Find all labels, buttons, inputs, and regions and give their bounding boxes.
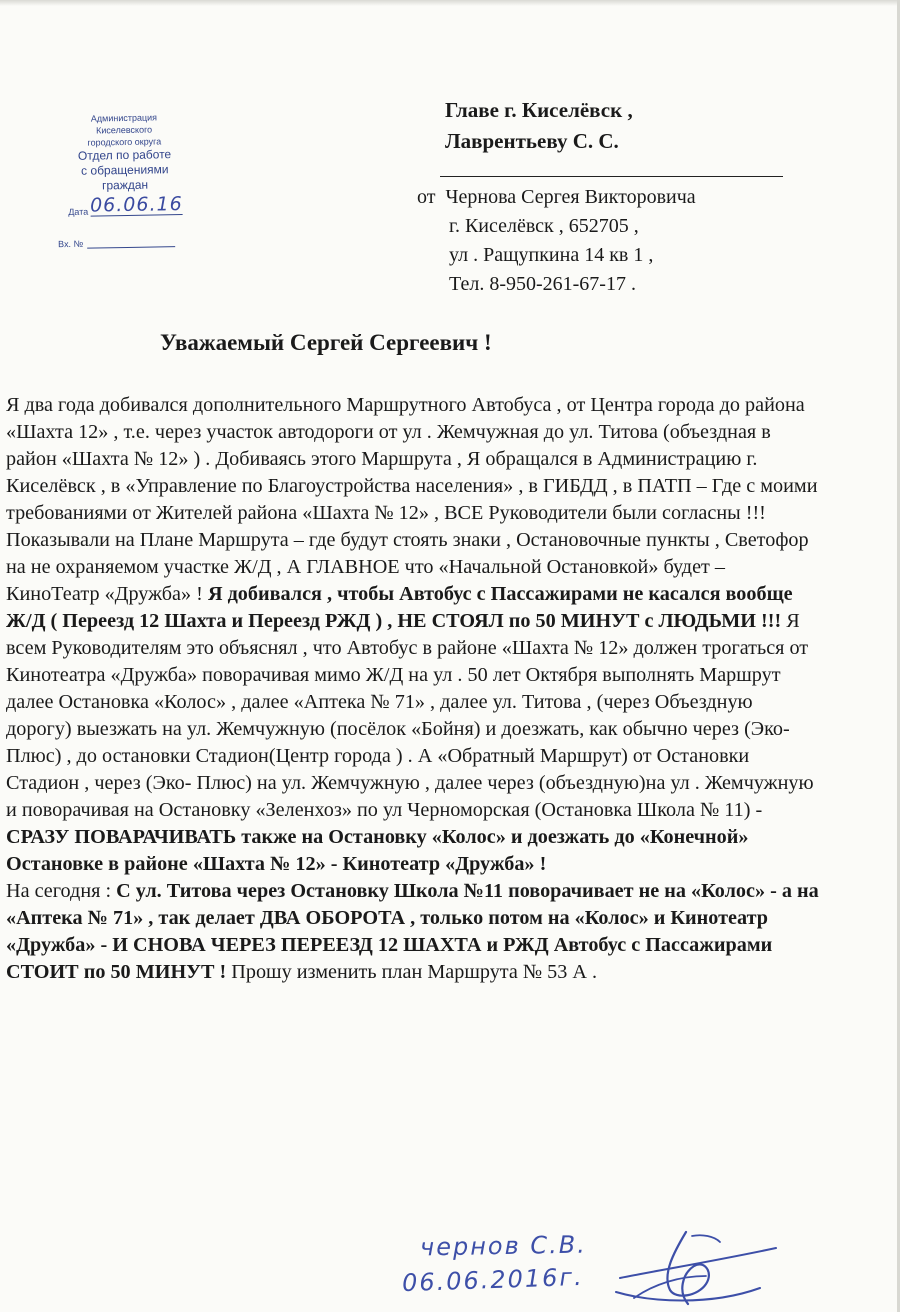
body-paragraph-1: [6, 392, 821, 878]
page-top-edge: [0, 0, 900, 6]
stamp-ref-row: [56, 237, 196, 249]
registration-stamp: [54, 111, 196, 249]
body-text-1a: Я два года добивался дополнительного Маршрутного Автобуса , от Центра города до района «Шахта 12» , т.е. через участок автодороги от ул . Жемчужная до ул. Титова (объездная в район «Шахта № 12» ) . Добиваясь этого Маршрута , Я обращался в Администрацию г. Киселёвск , в «Управление по Благоустройства населения» , в ГИБДД , в ПАТП – Где с моими требованиями от Жителей района «Шахта № 12» , ВСЕ Руководители были согласны !!! Показывали на Плане Маршрута – где будут стоять знаки , Остановочные пункты , Светофор на не охраняемом участке Ж/Д , А ГЛАВНОЕ что «Начальной Остановкой» будет – КиноТеатр «Дружба» !: [6, 394, 818, 605]
handwritten-date: 06.06.2016г.: [401, 1262, 585, 1298]
body-paragraph-2: [6, 878, 821, 986]
salutation: Уважаемый Сергей Сергеевич !: [160, 330, 492, 355]
body-text-2a: На сегодня :: [6, 880, 117, 902]
stamp-line-3: городского округа: [87, 136, 162, 148]
body-text-2c: Прошу изменить план Маршрута № 53 А .: [226, 961, 598, 983]
stamp-ref-line: [87, 246, 175, 249]
stamp-line-4: Отдел по работе: [77, 147, 172, 163]
sender-phone: Тел. 8-950-261-67-17 .: [449, 273, 636, 295]
addressee-line-1: Главе г. Киселёвск ,: [445, 98, 633, 122]
stamp-date-label: Дата: [68, 206, 89, 217]
sender-block: [417, 183, 696, 299]
body-bold-1b: Я добивался , чтобы Автобус с Пассажирами не касался вообще Ж/Д ( Переезд 12 Шахта и Переезд РЖД ) , НЕ СТОЯЛ по 50 МИНУТ с ЛЮДЬМИ !!!: [6, 583, 793, 632]
stamp-line-5: с обращениями: [80, 162, 169, 178]
sender-street: ул . Ращупкина 14 кв 1 ,: [449, 244, 654, 266]
sender-name-line: [417, 183, 696, 212]
addressee-block: [445, 95, 633, 157]
addressee-line-2: Лаврентьеву С. С.: [445, 129, 619, 153]
body-bold-2b: С ул. Титова через Остановку Школа №11 поворачивает не на «Колос» - а на «Аптека № 71» , так делает ДВА ОБОРОТА , только потом на «Колос» и Кинотеатр «Дружба» - И СНОВА ЧЕРЕЗ ПЕРЕЕЗД 12 ШАХТА и РЖД Автобус с Пассажирами СТОИТ по 50 МИНУТ !: [6, 880, 819, 983]
stamp-line-1: Администрация: [90, 112, 158, 124]
sender-from-prefix: от: [417, 186, 436, 208]
stamp-date-row: [55, 194, 195, 217]
stamp-line-2: Киселевского: [96, 124, 153, 136]
stamp-ref-label: Вх. №: [58, 238, 84, 250]
body-bold-1d: СРАЗУ ПОВАРАЧИВАТЬ также на Остановку «Колос» и доезжать до «Конечной» Остановке в районе «Шахта № 12» - Кинотеатр «Дружба» !: [6, 826, 749, 875]
sender-name: Чернова Сергея Викторовича: [445, 186, 696, 208]
body-text-1c: Я всем Руководителям это объяснял , что Автобус в районе «Шахта № 12» должен трогаться от Кинотеатра «Дружба» поворачивая мимо Ж/Д на ул . 50 лет Октября выполнять Маршрут далее Остановка «Колос» , далее «Аптека № 71» , далее ул. Титова , (через Объездную дорогу) выезжать на ул. Жемчужную (посёлок «Бойня) и доезжать, как обычно через (Эко- Плюс) , до остановки Стадион(Центр города ) . А «Обратный Маршрут) от Остановки Стадион , через (Эко- Плюс) на ул. Жемчужную , далее через (объездную)на ул . Жемчужную и поворачивая на Остановку «Зеленхоз» по ул Черноморская (Остановка Школа № 11) -: [6, 610, 814, 821]
stamp-date-value: 06.06.16: [89, 192, 183, 217]
stamp-line-6: граждан: [101, 177, 149, 193]
handwritten-name: чернов С.В.: [419, 1230, 588, 1262]
sender-city: г. Киселёвск , 652705 ,: [449, 215, 639, 237]
sender-divider: [440, 176, 783, 177]
signature-icon: [610, 1226, 780, 1312]
letter-body: [6, 392, 821, 986]
